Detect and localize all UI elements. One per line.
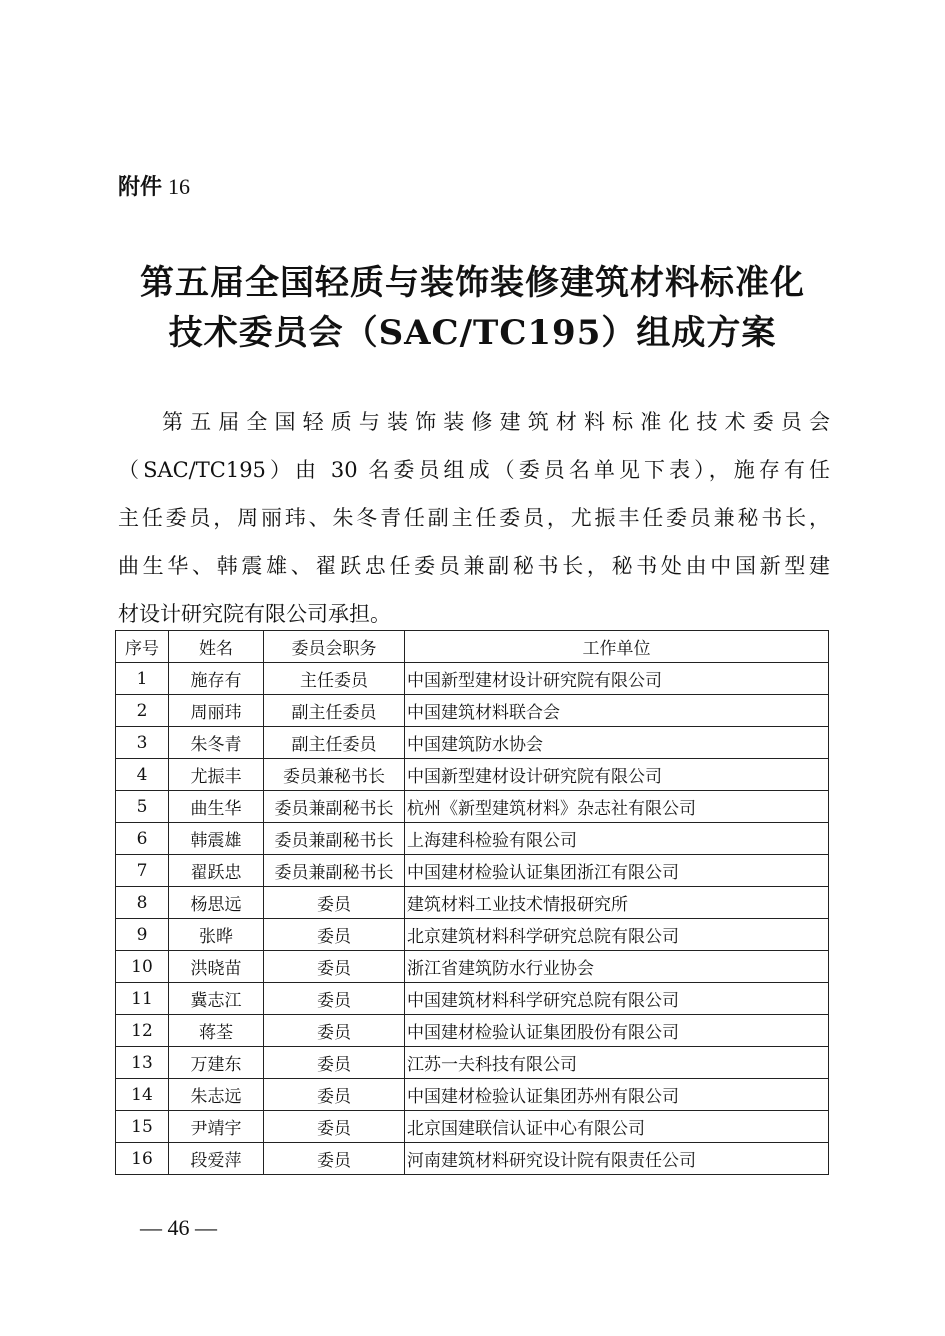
cell-name: 周丽玮 <box>169 695 264 727</box>
annex-number: 16 <box>168 174 191 199</box>
cell-index: 16 <box>116 1143 169 1175</box>
cell-name: 翟跃忠 <box>169 855 264 887</box>
table-row <box>116 1111 829 1143</box>
cell-index: 14 <box>116 1079 169 1111</box>
cell-role: 委员 <box>264 1143 405 1175</box>
table-row <box>116 855 829 887</box>
cell-organization: 江苏一夫科技有限公司 <box>405 1047 829 1079</box>
cell-index: 9 <box>116 919 169 951</box>
annex-text: 附件 <box>118 175 163 200</box>
cell-name: 朱志远 <box>169 1079 264 1111</box>
cell-index: 15 <box>116 1111 169 1143</box>
cell-role: 副主任委员 <box>264 695 405 727</box>
cell-index: 11 <box>116 983 169 1015</box>
cell-role: 委员 <box>264 983 405 1015</box>
cell-role: 委员 <box>264 1047 405 1079</box>
cell-role: 委员兼副秘书长 <box>264 791 405 823</box>
cell-role: 委员兼副秘书长 <box>264 855 405 887</box>
table-row <box>116 983 829 1015</box>
table-row <box>116 919 829 951</box>
cell-organization: 中国建材检验认证集团股份有限公司 <box>405 1015 829 1047</box>
table-row <box>116 695 829 727</box>
cell-name: 冀志江 <box>169 983 264 1015</box>
cell-organization: 河南建筑材料研究设计院有限责任公司 <box>405 1143 829 1175</box>
table-row <box>116 727 829 759</box>
cell-name: 朱冬青 <box>169 727 264 759</box>
member-table <box>115 630 829 1175</box>
cell-organization: 中国建材检验认证集团苏州有限公司 <box>405 1079 829 1111</box>
cell-index: 13 <box>116 1047 169 1079</box>
cell-name: 韩震雄 <box>169 823 264 855</box>
cell-organization: 中国建筑材料科学研究总院有限公司 <box>405 983 829 1015</box>
cell-role: 委员兼副秘书长 <box>264 823 405 855</box>
table-row <box>116 1047 829 1079</box>
cell-organization: 浙江省建筑防水行业协会 <box>405 951 829 983</box>
cell-organization: 建筑材料工业技术情报研究所 <box>405 887 829 919</box>
cell-organization: 中国建筑材料联合会 <box>405 695 829 727</box>
intro-line: （SAC/TC195）由 30 名委员组成（委员名单见下表），施存有任 <box>118 458 830 482</box>
cell-name: 施存有 <box>169 663 264 695</box>
cell-index: 3 <box>116 727 169 759</box>
cell-index: 6 <box>116 823 169 855</box>
header-name: 姓名 <box>169 631 264 663</box>
annex-label <box>118 170 190 201</box>
cell-organization: 中国建筑防水协会 <box>405 727 829 759</box>
document-title-line-2: 技术委员会（SAC/TC195）组成方案 <box>168 313 777 353</box>
header-role: 委员会职务 <box>264 631 405 663</box>
cell-index: 2 <box>116 695 169 727</box>
cell-index: 5 <box>116 791 169 823</box>
cell-organization: 北京建筑材料科学研究总院有限公司 <box>405 919 829 951</box>
intro-paragraph <box>118 398 830 638</box>
cell-role: 副主任委员 <box>264 727 405 759</box>
cell-organization: 杭州《新型建筑材料》杂志社有限公司 <box>405 791 829 823</box>
cell-name: 蒋荃 <box>169 1015 264 1047</box>
cell-role: 委员 <box>264 1079 405 1111</box>
table-row <box>116 887 829 919</box>
table-row <box>116 823 829 855</box>
table-row <box>116 663 829 695</box>
cell-role: 主任委员 <box>264 663 405 695</box>
intro-line: 主任委员，周丽玮、朱冬青任副主任委员，尤振丰任委员兼秘书长， <box>118 506 830 530</box>
cell-index: 12 <box>116 1015 169 1047</box>
cell-name: 段爱萍 <box>169 1143 264 1175</box>
cell-organization: 中国新型建材设计研究院有限公司 <box>405 663 829 695</box>
cell-name: 万建东 <box>169 1047 264 1079</box>
intro-line: 第五届全国轻质与装饰装修建筑材料标准化技术委员会 <box>162 410 830 434</box>
table-row <box>116 951 829 983</box>
cell-index: 7 <box>116 855 169 887</box>
table-row <box>116 791 829 823</box>
header-index: 序号 <box>116 631 169 663</box>
table-header-row <box>116 631 829 663</box>
table-row <box>116 1079 829 1111</box>
cell-index: 1 <box>116 663 169 695</box>
cell-name: 张晔 <box>169 919 264 951</box>
cell-role: 委员 <box>264 1111 405 1143</box>
cell-organization: 中国建材检验认证集团浙江有限公司 <box>405 855 829 887</box>
cell-role: 委员兼秘书长 <box>264 759 405 791</box>
cell-role: 委员 <box>264 919 405 951</box>
page-number: — 46 — <box>140 1215 217 1240</box>
table-row <box>116 1143 829 1175</box>
table-body <box>116 663 829 1175</box>
table-row <box>116 1015 829 1047</box>
cell-role: 委员 <box>264 887 405 919</box>
table-row <box>116 759 829 791</box>
cell-name: 洪晓苗 <box>169 951 264 983</box>
document-title-line-1: 第五届全国轻质与装饰装修建筑材料标准化 <box>140 263 805 303</box>
cell-index: 4 <box>116 759 169 791</box>
intro-line: 曲生华、韩震雄、翟跃忠任委员兼副秘书长，秘书处由中国新型建 <box>118 554 830 578</box>
cell-name: 尹靖宇 <box>169 1111 264 1143</box>
cell-name: 曲生华 <box>169 791 264 823</box>
cell-index: 8 <box>116 887 169 919</box>
cell-index: 10 <box>116 951 169 983</box>
cell-organization: 上海建科检验有限公司 <box>405 823 829 855</box>
cell-role: 委员 <box>264 951 405 983</box>
cell-name: 尤振丰 <box>169 759 264 791</box>
cell-name: 杨思远 <box>169 887 264 919</box>
intro-line: 材设计研究院有限公司承担。 <box>118 602 391 626</box>
cell-organization: 中国新型建材设计研究院有限公司 <box>405 759 829 791</box>
cell-organization: 北京国建联信认证中心有限公司 <box>405 1111 829 1143</box>
header-organization: 工作单位 <box>405 631 829 663</box>
cell-role: 委员 <box>264 1015 405 1047</box>
